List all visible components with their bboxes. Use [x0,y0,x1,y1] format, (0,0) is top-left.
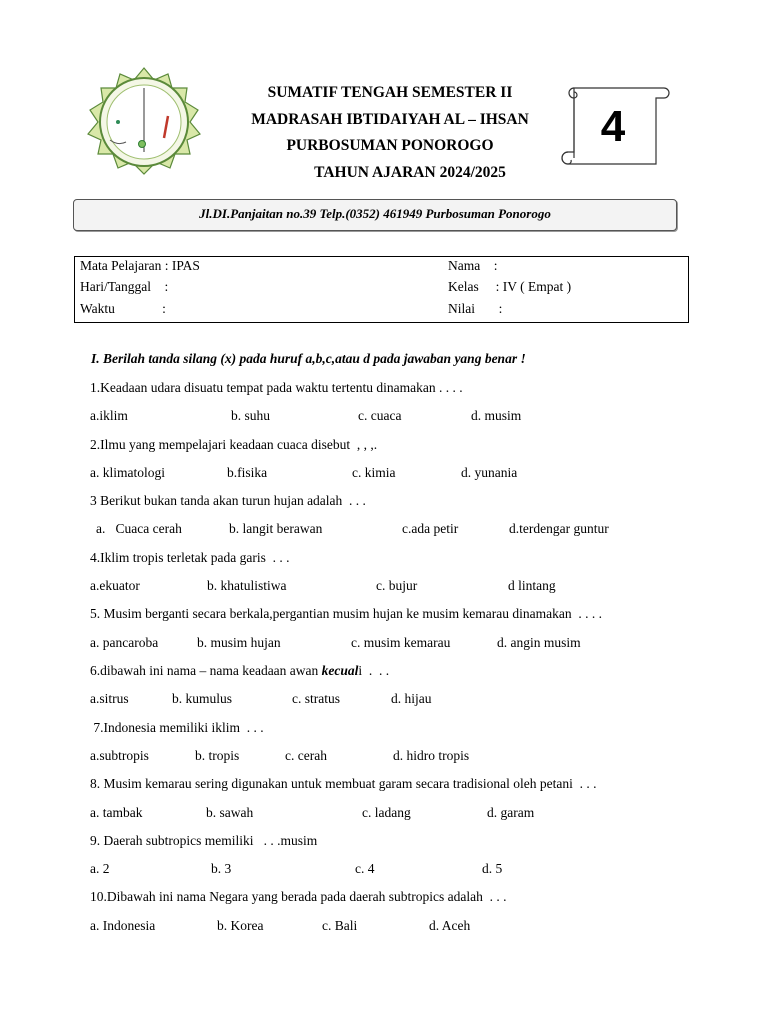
exam-title: SUMATIF TENGAH SEMESTER II [267,84,513,101]
q4-option-b: b. khatulistiwa [207,578,287,593]
academic-year: TAHUN AJARAN 2024/2025 [314,164,506,181]
q10-option-b: b. Korea [217,918,264,933]
q10-option-a: a. Indonesia [90,918,156,933]
q7-option-b: b. tropis [195,748,240,763]
q5-option-a: a. pancaroba [90,635,159,650]
q4-option-a: a.ekuator [90,578,140,593]
name-field: Nama : [448,258,498,273]
q10-option-c: c. Bali [322,918,358,933]
class-field: Kelas : IV ( Empat ) [448,279,572,294]
q5-option-d: d. angin musim [497,635,581,650]
school-address: Jl.DI.Panjaitan no.39 Telp.(0352) 461949 Purbosuman Ponorogo [199,206,551,221]
q3-option-a: a. Cuaca cerah [96,521,182,536]
time-field: Waktu : [80,301,166,316]
question-6-text: 6.dibawah ini nama – nama keadaan awan [90,663,322,678]
question-5: 5. Musim berganti secara berkala,pergantian musim hujan ke musim kemarau dinamakan . . . . [90,606,602,621]
q4-option-d: d lintang [508,578,556,593]
q4-option-c: c. bujur [376,578,418,593]
question-6-emphasis: kecual [321,663,359,678]
q8-option-d: d. garam [487,805,535,820]
question-10: 10.Dibawah ini nama Negara yang berada pada daerah subtropics adalah . . . [90,889,507,904]
q9-option-a: a. 2 [90,861,110,876]
q2-option-c: c. kimia [352,465,396,480]
question-9: 9. Daerah subtropics memiliki . . .musim [90,833,318,848]
school-location: PURBOSUMAN PONOROGO [286,137,494,154]
q7-option-d: d. hidro tropis [393,748,470,763]
q8-option-b: b. sawah [206,805,254,820]
q5-option-c: c. musim kemarau [351,635,451,650]
question-3: 3 Berikut bukan tanda akan turun hujan adalah . . . [90,493,366,508]
score-field: Nilai : [448,301,503,316]
q6-option-b: b. kumulus [172,691,233,706]
student-info-box [74,256,689,323]
q3-option-b: b. langit berawan [229,521,323,536]
q8-option-c: c. ladang [362,805,411,820]
school-name: MADRASAH IBTIDAIYAH AL – IHSAN [251,111,529,128]
q9-option-c: c. 4 [355,861,375,876]
q6-option-a: a.sitrus [90,691,129,706]
subject-field: Mata Pelajaran : IPAS [80,258,200,273]
date-field: Hari/Tanggal : [80,279,169,294]
grade-number: 4 [600,102,626,151]
q9-option-b: b. 3 [211,861,232,876]
q3-option-d: d.terdengar guntur [509,521,609,536]
q7-option-c: c. cerah [285,748,327,763]
q2-option-d: d. yunania [461,465,518,480]
q1-option-b: b. suhu [231,408,271,423]
question-7: 7.Indonesia memiliki iklim . . . [90,720,264,735]
address-box [73,199,677,231]
question-1: 1.Keadaan udara disuatu tempat pada waktu tertentu dinamakan . . . . [90,380,463,395]
grade-scroll [558,82,670,176]
q6-option-d: d. hijau [391,691,432,706]
question-2: 2.Ilmu yang mempelajari keadaan cuaca disebut , , ,. [90,437,378,452]
q2-option-b: b.fisika [227,465,268,480]
question-6-end: i . . . [358,663,390,678]
question-6 [90,663,389,679]
q7-option-a: a.subtropis [90,748,149,763]
q2-option-a: a. klimatologi [90,465,165,480]
q3-option-c: c.ada petir [402,521,459,536]
q1-option-d: d. musim [471,408,522,423]
q8-option-a: a. tambak [90,805,143,820]
q5-option-b: b. musim hujan [197,635,281,650]
q10-option-d: d. Aceh [429,918,471,933]
question-4: 4.Iklim tropis terletak pada garis . . . [90,550,290,565]
q6-option-c: c. stratus [292,691,340,706]
school-logo [84,66,204,184]
q1-option-c: c. cuaca [358,408,402,423]
q1-option-a: a.iklim [90,408,128,423]
q9-option-d: d. 5 [482,861,503,876]
instruction: I. Berilah tanda silang (x) pada huruf a,b,c,atau d pada jawaban yang benar ! [91,351,526,366]
question-8: 8. Musim kemarau sering digunakan untuk membuat garam secara tradisional oleh petani . . . [90,776,597,791]
